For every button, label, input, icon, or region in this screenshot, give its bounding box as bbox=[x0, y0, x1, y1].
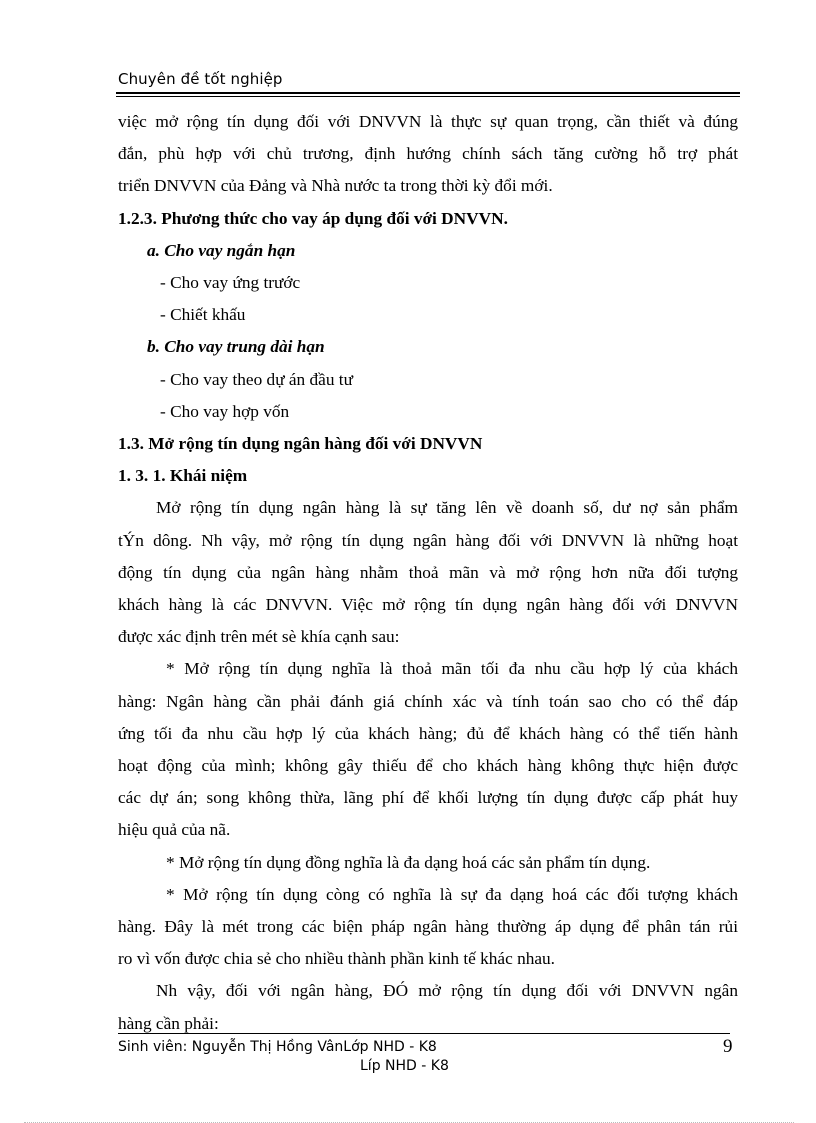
list-item: - Chiết khấu bbox=[160, 305, 246, 325]
header-rule-thin bbox=[116, 96, 740, 97]
bullet-line: hoạt động của mình; không gây thiếu để cho khách hàng không thực hiện được bbox=[118, 756, 738, 776]
list-item: - Cho vay hợp vốn bbox=[160, 401, 290, 421]
paragraph-line: hàng cần phải: bbox=[118, 1013, 219, 1033]
body-text bbox=[118, 106, 738, 1040]
page-number: 9 bbox=[723, 1036, 733, 1057]
header-title: Chuyên đề tốt nghiệp bbox=[118, 70, 283, 88]
bullet-line: * Mở rộng tín dụng còng có nghĩa là sự đa dạng hoá các đối tượng khách bbox=[166, 884, 738, 904]
bullet-line: ro vì vốn được chia sẻ cho nhiều thành phần kinh tế khác nhau. bbox=[118, 949, 555, 969]
footer-class: Líp NHD - K8 bbox=[360, 1058, 449, 1074]
section-heading-1-3-1: 1. 3. 1. Khái niệm bbox=[118, 466, 248, 486]
subheading-b: b. Cho vay trung dài hạn bbox=[147, 337, 325, 357]
paragraph-line: khách hàng là các DNVVN. Việc mở rộng tín dụng ngân hàng đối với DNVVN bbox=[118, 595, 738, 615]
paragraph-line: được xác định trên mét sè khía cạnh sau: bbox=[118, 627, 400, 647]
section-heading-1-3: 1.3. Mở rộng tín dụng ngân hàng đối với DNVVN bbox=[118, 434, 483, 454]
bullet-line: * Mở rộng tín dụng nghĩa là thoả mãn tối đa nhu cầu hợp lý của khách bbox=[166, 659, 738, 679]
intro-line: đắn, phù hợp với chủ trương, định hướng chính sách tăng cường hỗ trợ phát bbox=[118, 144, 738, 164]
bullet-line: ứng tối đa nhu cầu hợp lý của khách hàng; đủ để khách hàng có thể tiến hành bbox=[118, 723, 738, 743]
paragraph-line: Mở rộng tín dụng ngân hàng là sự tăng lên về doanh số, dư nợ sản phẩm bbox=[156, 498, 738, 518]
list-item: - Cho vay ứng trước bbox=[160, 273, 301, 293]
intro-line: triển DNVVN của Đảng và Nhà nước ta trong thời kỳ đổi mới. bbox=[118, 176, 553, 196]
intro-line: việc mở rộng tín dụng đối với DNVVN là thực sự quan trọng, cần thiết và đúng bbox=[118, 112, 738, 131]
list-item: - Cho vay theo dự án đầu tư bbox=[160, 369, 353, 389]
bullet-line: hàng. Đây là mét trong các biện pháp ngân hàng thường áp dụng để phân tán rủi bbox=[118, 917, 738, 937]
subheading-a: a. Cho vay ngắn hạn bbox=[147, 240, 296, 260]
footer-rule bbox=[118, 1033, 730, 1034]
paragraph-line: Nh vậy, đối với ngân hàng, ĐÓ mở rộng tín dụng đối với DNVVN ngân bbox=[156, 981, 738, 1001]
footer-student: Sinh viên: Nguyễn Thị Hồng VânLớp NHD - K8 bbox=[118, 1039, 437, 1055]
bullet-line: * Mở rộng tín dụng đồng nghĩa là đa dạng hoá các sản phẩm tín dụng. bbox=[166, 852, 651, 872]
section-heading-1-2-3: 1.2.3. Phương thức cho vay áp dụng đối với DNVVN. bbox=[118, 208, 508, 228]
header-rule-thick bbox=[116, 92, 740, 94]
paragraph-line: tÝn dông. Nh vậy, mở rộng tín dụng ngân hàng đối với DNVVN là những hoạt bbox=[118, 530, 738, 550]
bullet-line: hàng: Ngân hàng cần phải đánh giá chính xác và tính toán sao cho có thể đáp bbox=[118, 691, 738, 711]
bullet-line: các dự án; song không thừa, lãng phí để khối lượng tín dụng được cấp phát huy bbox=[118, 788, 738, 808]
paragraph-line: động tín dụng của ngân hàng nhằm thoả mãn và mở rộng hơn nữa đối tượng bbox=[118, 562, 738, 582]
bullet-line: hiệu quả của nã. bbox=[118, 820, 231, 840]
